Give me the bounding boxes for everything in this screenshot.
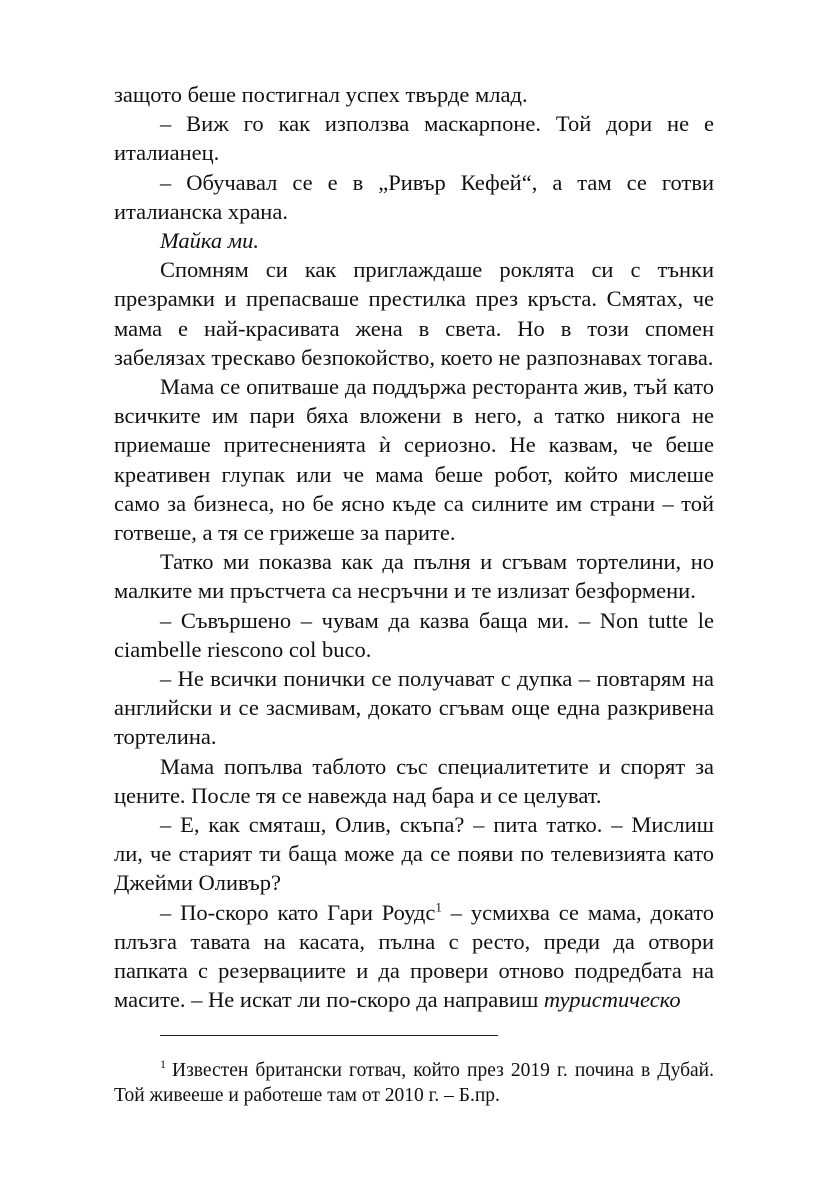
paragraph-italic: Майка ми.	[160, 228, 259, 254]
paragraph: – Съвършено – чувам да казва баща ми. – Non tutte le ciambelle riescono col buco.	[114, 607, 714, 662]
footnote-separator	[160, 1035, 498, 1036]
paragraph-text: – усмихва се мама, докато плъзга тавата на касата, пълна с ресто, преди да отвори папката с резервациите и да провери отново подредбата на масите. – Не искат ли по-скоро да направиш	[114, 899, 715, 1013]
paragraph: – Виж го как използва маскарпоне. Той дори не е италианец.	[114, 111, 714, 166]
footnote-marker: 1	[160, 1057, 166, 1071]
paragraph-last	[114, 898, 714, 1015]
footnote-text: Известен британски готвач, който през 2019 г. почина в Дубай. Той живееше и работеше там от 2010 г. – Б.пр.	[114, 1059, 714, 1106]
paragraph: – Не всички понички се получават с дупка – повтарям на английски и се засмивам, докато сгъвам още една разкривена тортелина.	[114, 666, 714, 750]
paragraph: Мама попълва таблото със специалитетите и спорят за цените. После тя се навежда над бара и се целуват.	[114, 753, 714, 808]
paragraph: защото беше постигнал успех твърде млад.	[114, 82, 528, 107]
paragraph: Мама се опитваше да поддържа ресторанта жив, тъй като всичките им пари бяха вложени в него, а татко никога не приемаше притесненията ѝ сериозно. Не казвам, че беше креативен глупак или че мама беше робот, който мислеше само за бизнеса, но бе ясно къде са силните им страни – той готвеше, а тя се грижеше за парите.	[114, 374, 714, 546]
paragraph: Татко ми показва как да пълня и сгъвам тортелини, но малките ми пръстчета са несръчни и те излизат безформени.	[114, 549, 714, 604]
paragraph-text: – По-скоро като Гари Роудс	[160, 899, 436, 925]
book-page	[114, 80, 714, 1108]
footnote	[114, 1058, 714, 1108]
paragraph: – Е, как смяташ, Олив, скъпа? – пита татко. – Мислиш ли, че старият ти баща може да се появи по телевизията като Джейми Оливър?	[114, 812, 714, 896]
footnote-reference[interactable]: 1	[435, 899, 442, 915]
paragraph-italic-text: туристическо	[543, 987, 681, 1013]
paragraph: – Обучавал се е в „Ривър Кефей“, а там се готви италианска храна.	[114, 169, 714, 224]
paragraph: Спомням си как приглаждаше роклята си с тънки презрамки и препасваше престилка през кръста. Смятах, че мама е най-красивата жена в света. Но в този спомен забелязах трескаво безпокойство, което не разпознавах тогава.	[114, 257, 714, 370]
